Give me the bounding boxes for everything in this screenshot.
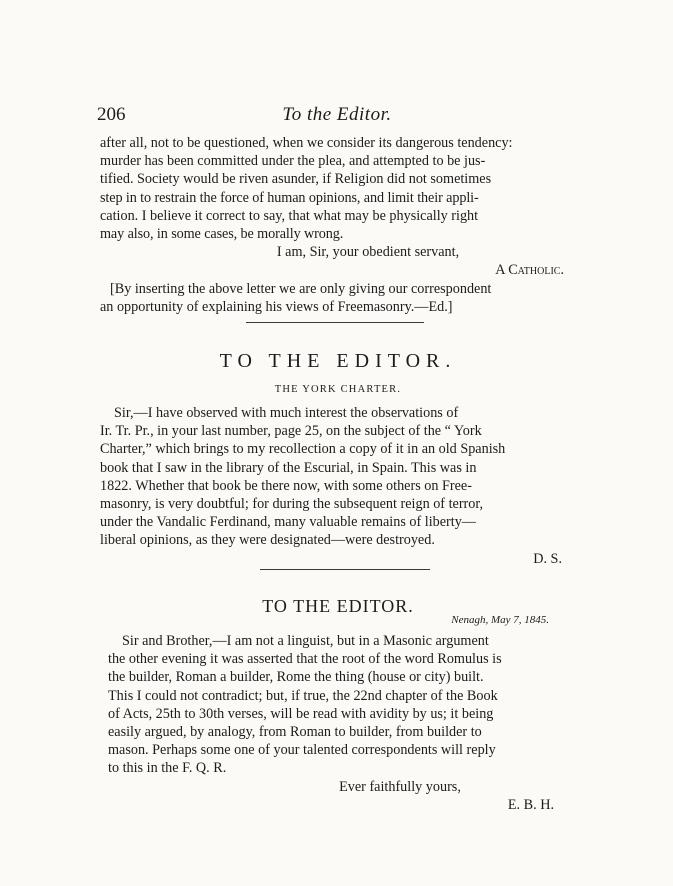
letter-signature: D. S. — [533, 550, 562, 567]
text-line: after all, not to be questioned, when we consider its dangerous tendency: — [100, 135, 513, 151]
text-line: Sir and Brother,—I am not a linguist, but in a Masonic argument — [122, 633, 489, 649]
text-line: to this in the F. Q. R. — [108, 760, 227, 777]
section-heading: TO THE EDITOR. — [262, 596, 414, 616]
text-line: of Acts, 25th to 30th verses, will be read with avidity by us; it being — [108, 705, 494, 722]
letter-closing: I am, Sir, your obedient servant, — [276, 244, 460, 261]
letter-signature: A Catholic. — [495, 262, 564, 279]
text-line: may also, in some cases, be morally wrong. — [100, 226, 344, 243]
text-line: masonry, is very doubtful; for during the subsequent reign of terror, — [100, 496, 484, 513]
text-line: the builder, Roman a builder, Rome the thing (house or city) built. — [108, 669, 484, 686]
section-subheading: THE YORK CHARTER. — [274, 384, 402, 395]
text-line: book that I saw in the library of the Escurial, in Spain. This was in — [100, 459, 477, 476]
text-line: liberal opinions, as they were designated—were destroyed. — [100, 532, 435, 549]
section-divider — [260, 569, 430, 570]
text-line: Ir. Tr. Pr., in your last number, page 25, on the subject of the “ York — [100, 423, 482, 440]
text-line: easily argued, by analogy, from Roman to builder, from builder to — [108, 724, 482, 741]
text-line: murder has been committed under the plea, and attempted to be jus- — [100, 153, 486, 170]
letter-york-charter — [100, 404, 576, 568]
section-divider — [246, 322, 424, 323]
page-number: 206 — [97, 104, 126, 125]
section-heading: TO THE EDITOR. — [219, 350, 457, 372]
text-line: under the Vandalic Ferdinand, many valuable remains of liberty— — [100, 514, 476, 531]
text-line: 1822. Whether that book be there now, with some others on Free- — [100, 477, 472, 494]
editor-note-line: an opportunity of explaining his views of Freemasonry.—Ed.] — [100, 298, 453, 315]
text-line: mason. Perhaps some one of your talented correspondents will reply — [108, 742, 496, 759]
text-line: cation. I believe it correct to say, that what may be physically right — [100, 207, 479, 224]
text-line: This I could not contradict; but, if true, the 22nd chapter of the Book — [108, 687, 498, 704]
text-line: Sir,—I have observed with much interest the observations of — [114, 405, 459, 421]
editor-note-line: [By inserting the above letter we are only giving our correspondent — [110, 280, 492, 297]
letter-closing: Ever faithfully yours, — [339, 778, 461, 795]
letter-catholic — [100, 134, 576, 316]
text-line: Charter,” which brings to my recollection a copy of it in an old Spanish — [100, 441, 506, 458]
page-header — [97, 104, 577, 126]
text-line: step in to restrain the force of human opinions, and limit their appli- — [100, 189, 479, 206]
dateline: Nenagh, May 7, 1845. — [451, 614, 549, 626]
text-line: tified. Society would be riven asunder, if Religion did not sometimes — [100, 171, 492, 188]
text-line: the other evening it was asserted that the root of the word Romulus is — [108, 651, 502, 668]
running-title: To the Editor. — [282, 104, 392, 125]
letter-signature: E. B. H. — [507, 796, 554, 813]
letter-romulus — [108, 632, 572, 814]
